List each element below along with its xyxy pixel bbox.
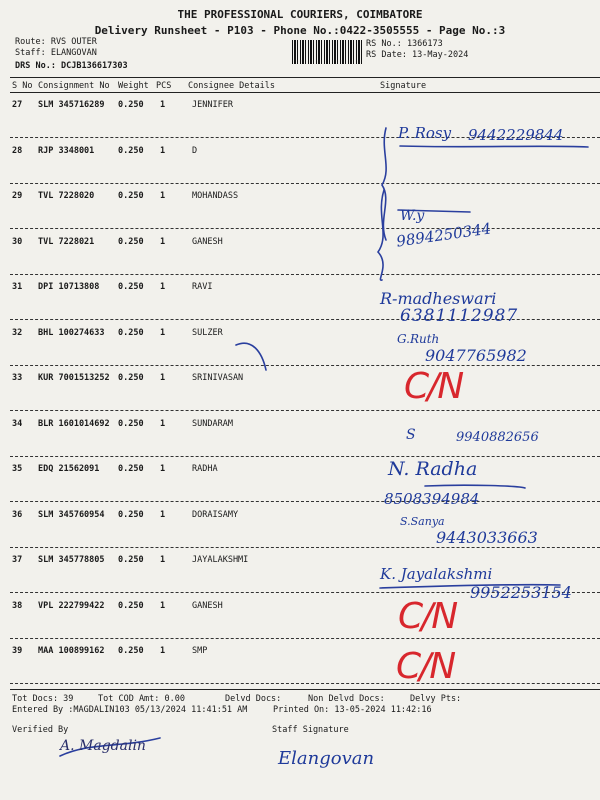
row-33-wt: 0.250 — [118, 373, 144, 383]
row-36-name: DORAISAMY — [192, 509, 239, 520]
col-sno: S No — [12, 81, 33, 91]
row-38-pcs: 1 — [160, 600, 166, 611]
non-delvd-docs: Non Delvd Docs: — [308, 694, 385, 704]
row-37-cons: SLM 345778805 — [38, 555, 105, 565]
rs-number: RS No.: 1366173 — [366, 39, 443, 49]
company-title: THE PROFESSIONAL COURIERS, COIMBATORE — [177, 8, 423, 21]
row-35-wt: 0.250 — [118, 464, 144, 474]
row-30-cons: TVL 7228021 — [38, 236, 95, 247]
row-34-pcs: 1 — [160, 418, 166, 429]
staff-label: Staff: ELANGOVAN — [15, 48, 97, 58]
row-37-pcs: 1 — [160, 555, 166, 565]
sig-ruth-phone: 9047765982 — [425, 346, 527, 365]
brace-2-icon — [378, 190, 384, 280]
sig-row36: S.Sanya — [400, 515, 445, 528]
row-32-pcs: 1 — [160, 327, 166, 338]
staff-signature: Elangovan — [278, 748, 375, 769]
sig-row34: S — [406, 427, 416, 443]
row-28-name: D — [192, 145, 198, 156]
row-35-sno: 35 — [12, 464, 23, 474]
sig-ruth: G.Ruth — [397, 332, 440, 346]
runsheet-subtitle: Delivery Runsheet - P103 - Phone No.:0422-3505555 - Page No.:3 — [94, 24, 506, 37]
row-33-cons: KUR 7001513252 — [38, 373, 110, 383]
sig-rosy-phone: 9442229844 — [468, 126, 564, 144]
row-30-name: GANESH — [192, 236, 223, 247]
delvy-pts: Delvy Pts: — [410, 694, 462, 704]
row-29-pcs: 1 — [160, 191, 166, 201]
sig-madheswari: R-madheswari — [380, 289, 497, 308]
delvd-docs: Delvd Docs: — [225, 694, 282, 704]
verified-by-label: Verified By — [12, 725, 69, 735]
row-29-sno: 29 — [12, 191, 23, 201]
col-weight: Weight — [118, 81, 149, 91]
row-38-name: GANESH — [192, 600, 223, 611]
row-29-wt: 0.250 — [118, 191, 144, 201]
row-28-wt: 0.250 — [118, 145, 144, 156]
row-28-cons: RJP 3348001 — [38, 145, 95, 156]
row-37-name: JAYALAKSHMI — [192, 555, 249, 565]
row-36-cons: SLM 345760954 — [38, 509, 105, 520]
sig-radha-phone: 8508394984 — [384, 490, 480, 508]
cn-mark-row33: C/N — [404, 366, 463, 407]
col-signature: Signature — [380, 81, 427, 91]
row-38-cons: VPL 222799422 — [38, 600, 105, 611]
sig-jayalakshmi-phone: 9952253154 — [470, 583, 572, 602]
underline-3-icon — [425, 485, 525, 488]
row-36-wt: 0.250 — [118, 509, 144, 520]
printed-on: Printed On: 13-05-2024 11:42:16 — [273, 705, 432, 715]
entered-by: Entered By :MAGDALIN103 05/13/2024 11:41:51 AM — [12, 705, 248, 715]
sig-row34-phone: 9940882656 — [456, 430, 539, 445]
row-38-sno: 38 — [12, 600, 23, 611]
row-29-cons: TVL 7228020 — [38, 191, 95, 201]
row-37-sno: 37 — [12, 555, 23, 565]
row-28-pcs: 1 — [160, 145, 166, 156]
sig-madheswari-phone: 6381112987 — [400, 306, 519, 326]
row-32-cons: BHL 100274633 — [38, 327, 105, 338]
row-34-wt: 0.250 — [118, 418, 144, 429]
row-27-cons: SLM 345716289 — [38, 100, 105, 110]
row-31-cons: DPI 10713808 — [38, 282, 100, 292]
sig-rosy: P. Rosy — [398, 124, 452, 142]
row-39-pcs: 1 — [160, 646, 166, 656]
row-33-sno: 33 — [12, 373, 23, 383]
row-32-sno: 32 — [12, 327, 23, 338]
row-36-pcs: 1 — [160, 509, 166, 520]
verifier-signature: A. Magdalin — [60, 738, 146, 754]
row-35-pcs: 1 — [160, 464, 166, 474]
col-pcs: PCS — [156, 81, 172, 91]
underline-1-icon — [400, 146, 588, 147]
col-consignee: Consignee Details — [188, 81, 275, 91]
row-39-name: SMP — [192, 646, 208, 656]
sig-jayalakshmi: K. Jayalakshmi — [380, 565, 493, 583]
row-32-wt: 0.250 — [118, 327, 144, 338]
drs-number: DRS No.: DCJB136617303 — [15, 61, 128, 71]
row-28-sno: 28 — [12, 145, 23, 156]
row-27-wt: 0.250 — [118, 100, 144, 110]
sig-row29: W.y — [400, 208, 425, 224]
route-label: Route: RVS OUTER — [15, 37, 97, 47]
col-consignment: Consignment No — [38, 81, 110, 91]
row-39-wt: 0.250 — [118, 646, 144, 656]
row-31-pcs: 1 — [160, 282, 166, 292]
row-30-pcs: 1 — [160, 236, 166, 247]
row-35-name: RADHA — [192, 464, 218, 474]
row-33-name: SRINIVASAN — [192, 373, 244, 383]
row-30-wt: 0.250 — [118, 236, 144, 247]
row-31-wt: 0.250 — [118, 282, 144, 292]
row-36-sno: 36 — [12, 509, 23, 520]
row-29-name: MOHANDASS — [192, 191, 239, 201]
row-33-pcs: 1 — [160, 373, 166, 383]
pen-mark-icon — [236, 343, 266, 370]
row-34-cons: BLR 1601014692 — [38, 418, 110, 429]
row-31-name: RAVI — [192, 282, 213, 292]
cn-mark-row38: C/N — [398, 596, 457, 637]
sig-row36-phone: 9443033663 — [436, 528, 538, 547]
sig-radha: N. Radha — [388, 458, 478, 480]
row-35-cons: EDQ 21562091 — [38, 464, 100, 474]
row-27-pcs: 1 — [160, 100, 166, 110]
row-39-cons: MAA 100899162 — [38, 646, 105, 656]
tot-cod: Tot COD Amt: 0.00 — [98, 694, 185, 704]
cn-mark-row39: C/N — [396, 646, 455, 687]
row-32-name: SULZER — [192, 327, 223, 338]
row-38-wt: 0.250 — [118, 600, 144, 611]
rs-date: RS Date: 13-May-2024 — [366, 50, 469, 60]
row-31-sno: 31 — [12, 282, 23, 292]
row-27-sno: 27 — [12, 100, 23, 110]
row-30-sno: 30 — [12, 236, 23, 247]
row-34-sno: 34 — [12, 418, 23, 429]
staff-signature-label: Staff Signature — [272, 725, 349, 735]
row-27-name: JENNIFER — [192, 100, 233, 110]
row-37-wt: 0.250 — [118, 555, 144, 565]
row-34-name: SUNDARAM — [192, 418, 233, 429]
footer-rule — [10, 689, 600, 690]
tot-docs: Tot Docs: 39 — [12, 694, 74, 704]
sig-row29-phone: 9894250344 — [395, 219, 493, 251]
row-39-sno: 39 — [12, 646, 23, 656]
